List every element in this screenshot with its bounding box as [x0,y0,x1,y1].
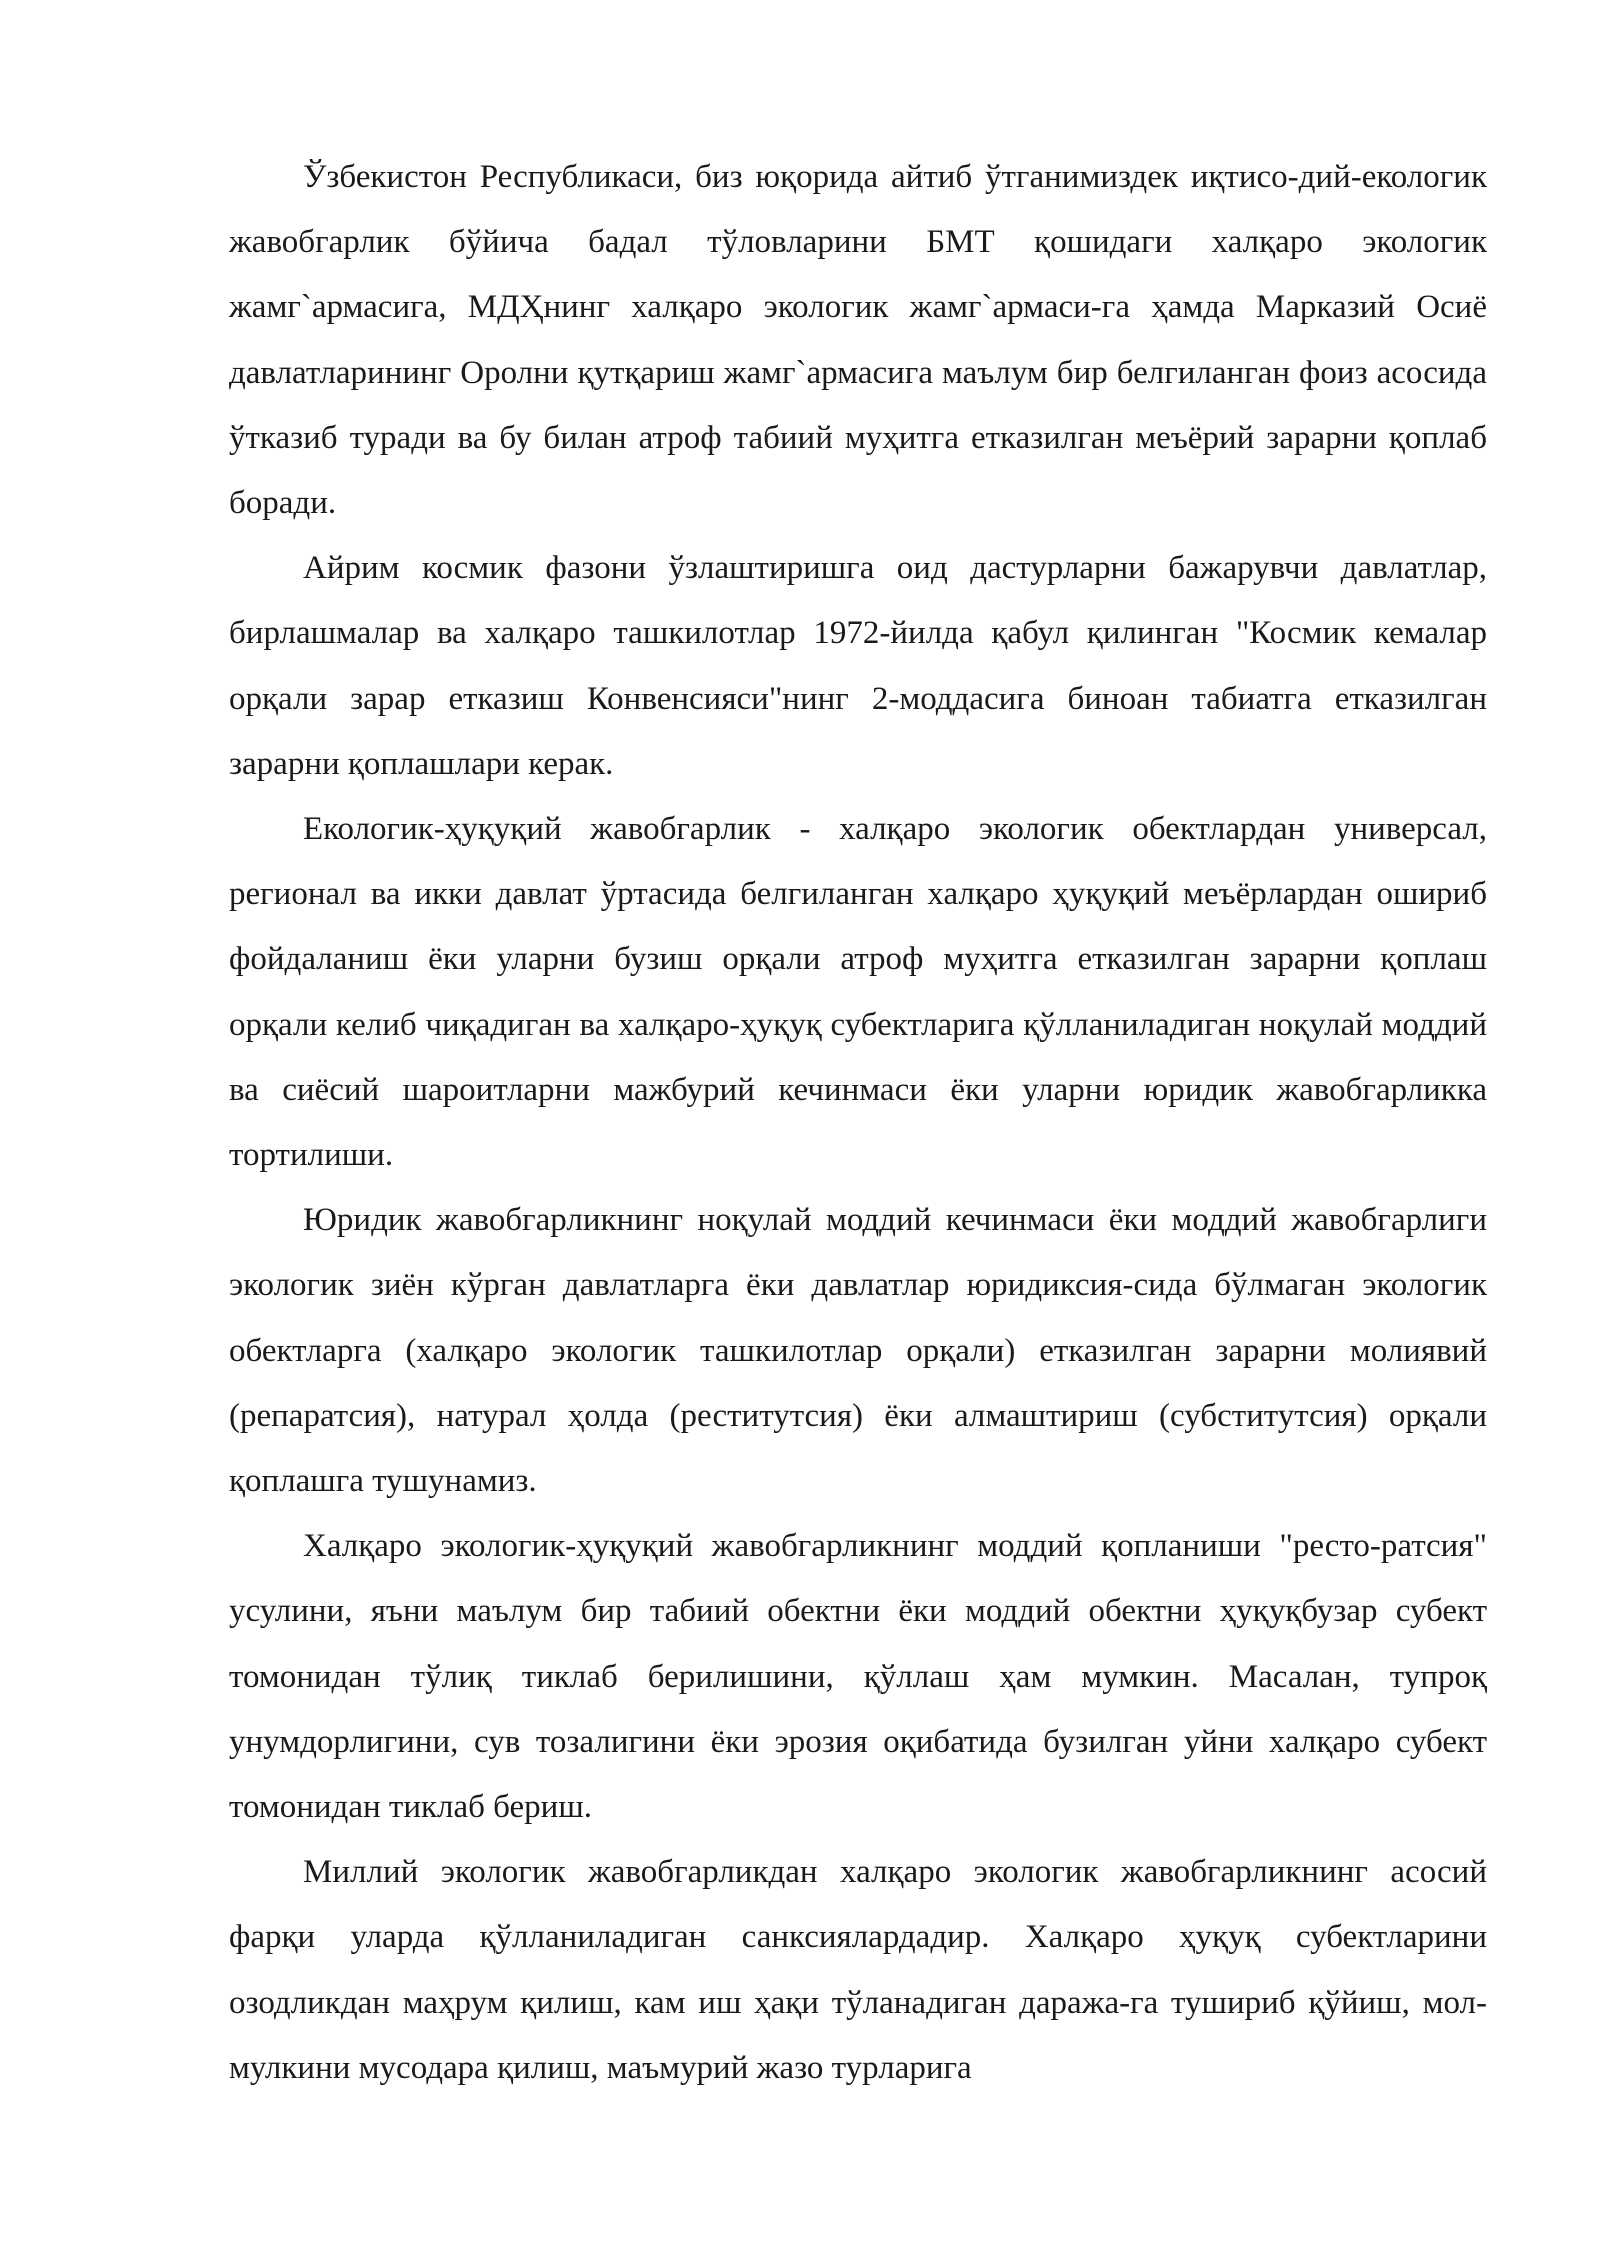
paragraph-6: Миллий экологик жавобгарликдан халқаро экологик жавобгарликнинг асосий фарқи уларда қўлланиладиган санксиялардадир. Халқаро ҳуқуқ субектларини озодликдан маҳрум қилиш, кам иш ҳақи тўланадиган даража-га тушириб қўйиш, мол-мулкини мусодара қилиш, маъмурий жазо турларига [229,1854,1487,2086]
document-body [229,145,1487,2101]
paragraph-4: Юридик жавобгарликнинг ноқулай моддий кечинмаси ёки моддий жавобгарлиги экологик зиён кўрган давлатларга ёки давлатлар юридиксия-сида бўлмаган экологик обектларга (халқаро экологик ташкилотлар орқали) етказилган зарарни молиявий (репаратсия), натурал ҳолда (реститутсия) ёки алмаштириш (субститутсия) орқали қоплашга тушунамиз. [229,1202,1487,1500]
paragraph-3: Екологик-ҳуқуқий жавобгарлик - халқаро экологик обектлардан универсал, регионал ва икки давлат ўртасида белгиланган халқаро ҳуқуқий меъёрлардан ошириб фойдаланиш ёки уларни бузиш орқали атроф муҳитга етказилган зарарни қоплаш орқали келиб чиқадиган ва халқаро-ҳуқуқ субектларига қўлланиладиган ноқулай моддий ва сиёсий шароитларни мажбурий кечинмаси ёки уларни юридик жавобгарликка тортилиши. [229,811,1487,1174]
paragraph-1: Ўзбекистон Республикаси, биз юқорида айтиб ўтганимиздек иқтисо-дий-екологик жавобгарлик бўйича бадал тўловларини БМТ қошидаги халқаро экологик жамг`армасига, МДҲнинг халқаро экологик жамг`армаси-га ҳамда Марказий Осиё давлатларининг Оролни қутқариш жамг`армасига маълум бир белгиланган фоиз асосида ўтказиб туради ва бу билан атроф табиий муҳитга етказилган меъёрий зарарни қоплаб боради. [229,159,1487,522]
paragraph-5: Халқаро экологик-ҳуқуқий жавобгарликнинг моддий қопланиши "ресто-ратсия" усулини, яъни маълум бир табиий обектни ёки моддий обектни ҳуқуқбузар субект томонидан тўлиқ тиклаб берилишини, қўллаш ҳам мумкин. Масалан, тупроқ унумдорлигини, сув тозалигини ёки эрозия оқибатида бузилган уйни халқаро субект томонидан тиклаб бериш. [229,1528,1487,1826]
paragraph-2: Айрим космик фазони ўзлаштиришга оид дастурларни бажарувчи давлатлар, бирлашмалар ва халқаро ташкилотлар 1972-йилда қабул қилинган "Космик кемалар орқали зарар етказиш Конвенсияси"нинг 2-моддасига биноан табиатга етказилган зарарни қоплашлари керак. [229,550,1487,782]
